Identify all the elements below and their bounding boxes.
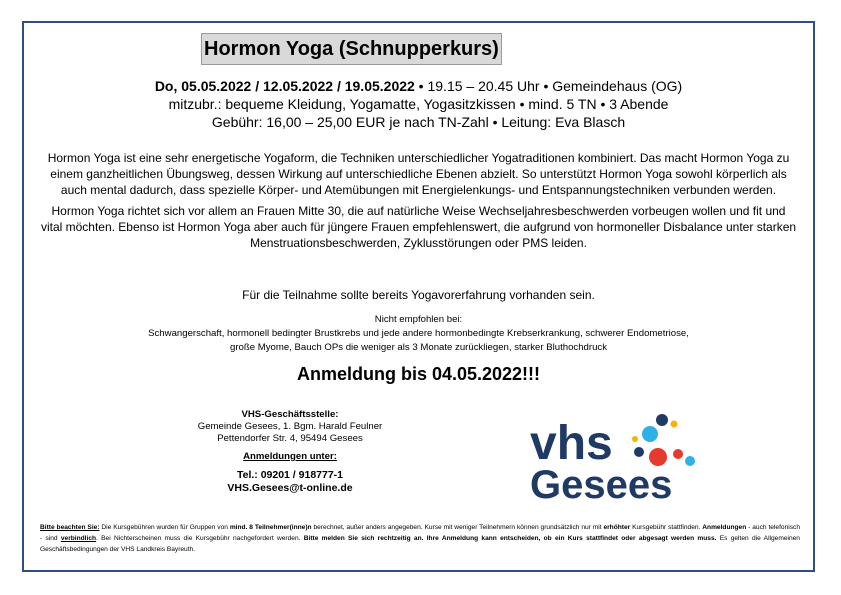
footer-bold-3: Anmeldungen xyxy=(702,524,747,531)
description-paragraph-1: Hormon Yoga ist eine sehr energetische Yogaform, die Techniken unterschiedlicher Yogatraditionen kombiniert. Das macht Hormon Yoga zu einem ganzheitlichen Übungsweg, dessen Wirkung auf unterschiedliche Ebenen abzielt. So unterstützt Hormon Yoga sowohl körperlich als auch mental dadurch, dass spezielle Körper- und Atemübungen mit Energielenkungs- und Entspannungstechniken verbunden werden. xyxy=(47,151,790,197)
logo-dot-red-small xyxy=(673,449,683,459)
not-recommended-line-1: Schwangerschaft, hormonell bedingter Brustkrebs und jede andere hormonbedingte Krebserkrankung, schwerer Endometriose, xyxy=(148,328,689,339)
footer-text-2: berechnet, außer anders angegeben. Kurse mit weniger Teilnehmern können grundsätzlich nur mit xyxy=(311,524,604,531)
registration-heading: Anmeldungen unter: xyxy=(243,451,337,462)
footer-text-3: Kursgebühr stattfinden. xyxy=(630,524,703,531)
vhs-gesees-logo xyxy=(530,404,700,504)
footer-text-6: Es gelten die Allgemeinen Geschäftsbedingungen der VHS Landkreis Bayreuth. xyxy=(40,535,800,553)
not-recommended-section xyxy=(40,313,797,355)
footer-bold-5: Bitte melden Sie sich rechtzeitig an. Ihre Anmeldung kann entscheiden, ob ein Kurs stattfindet oder abgesagt werden muss. xyxy=(303,535,717,542)
footer-text-4: - auch telefonisch - sind xyxy=(40,524,800,542)
footer-bold-2: erhöhter xyxy=(603,524,631,531)
footer-text-1: Die Kursgebühren wurden für Gruppen von xyxy=(99,524,230,531)
logo-dot-yellow-small xyxy=(632,436,638,442)
logo-text-gesees: Gesees xyxy=(530,463,673,504)
footer-terms xyxy=(40,522,800,555)
footer-text-5: . Bei Nichterscheinen muss die Kursgebühr nachgefordert werden. xyxy=(96,535,304,542)
course-dates: Do, 05.05.2022 / 12.05.2022 / 19.05.2022 xyxy=(154,78,415,94)
not-recommended-line-2: große Myome, Bauch OPs die weniger als 3 Monate zurückliegen, starker Bluthochdruck xyxy=(230,342,607,353)
logo-dot-yellow xyxy=(671,421,678,428)
description-paragraph-2: Hormon Yoga richtet sich vor allem an Frauen Mitte 30, die auf natürliche Weise Wechseljahresbeschwerden vorbeugen wollen und fit und vital möchten. Ebenso ist Hormon Yoga aber auch für jüngere Frauen empfehlenswert, die aufgrund von hormoneller Disbalance unter starken Menstruationsbeschwerden, Zyklusstörungen oder PMS leiden. xyxy=(40,204,797,250)
footer-bold-4: verbindlich xyxy=(60,535,97,542)
contact-block xyxy=(170,409,410,495)
requirement-note: Für die Teilnahme sollte bereits Yogavorerfahrung vorhanden sein. xyxy=(242,288,595,302)
contact-phone: Tel.: 09201 / 918777-1 xyxy=(236,469,344,481)
office-line-1: Gemeinde Gesees, 1. Bgm. Harald Feulner xyxy=(197,421,383,432)
course-time-place: • 19.15 – 20.45 Uhr • Gemeindehaus (OG) xyxy=(414,78,683,94)
logo-dot-blue-small xyxy=(685,456,695,466)
office-line-2: Pettendorfer Str. 4, 95494 Gesees xyxy=(217,433,363,444)
logo-dot-navy-small xyxy=(656,414,668,426)
registration-deadline: Anmeldung bis 04.05.2022!!! xyxy=(296,364,541,384)
contact-email[interactable]: VHS.Gesees@t-online.de xyxy=(227,482,353,494)
logo-text-vhs: vhs xyxy=(530,417,613,470)
office-heading: VHS-Geschäftsstelle: xyxy=(241,409,339,420)
course-info xyxy=(40,77,797,131)
logo-dot-blue xyxy=(642,426,658,442)
logo-dot-navy xyxy=(634,447,644,457)
info-line-dates xyxy=(40,77,797,95)
footer-label: Bitte beachten Sie: xyxy=(40,524,100,531)
info-line-bring: mitzubr.: bequeme Kleidung, Yogamatte, Yogasitzkissen • mind. 5 TN • 3 Abende xyxy=(168,96,669,112)
not-recommended-heading: Nicht empfohlen bei: xyxy=(374,314,463,325)
course-description xyxy=(40,150,797,256)
footer-bold-1: mind. 8 Teilnehmer(inne)n xyxy=(229,524,312,531)
course-title: Hormon Yoga (Schnupperkurs) xyxy=(201,33,502,65)
info-line-fee: Gebühr: 16,00 – 25,00 EUR je nach TN-Zahl • Leitung: Eva Blasch xyxy=(211,114,626,130)
